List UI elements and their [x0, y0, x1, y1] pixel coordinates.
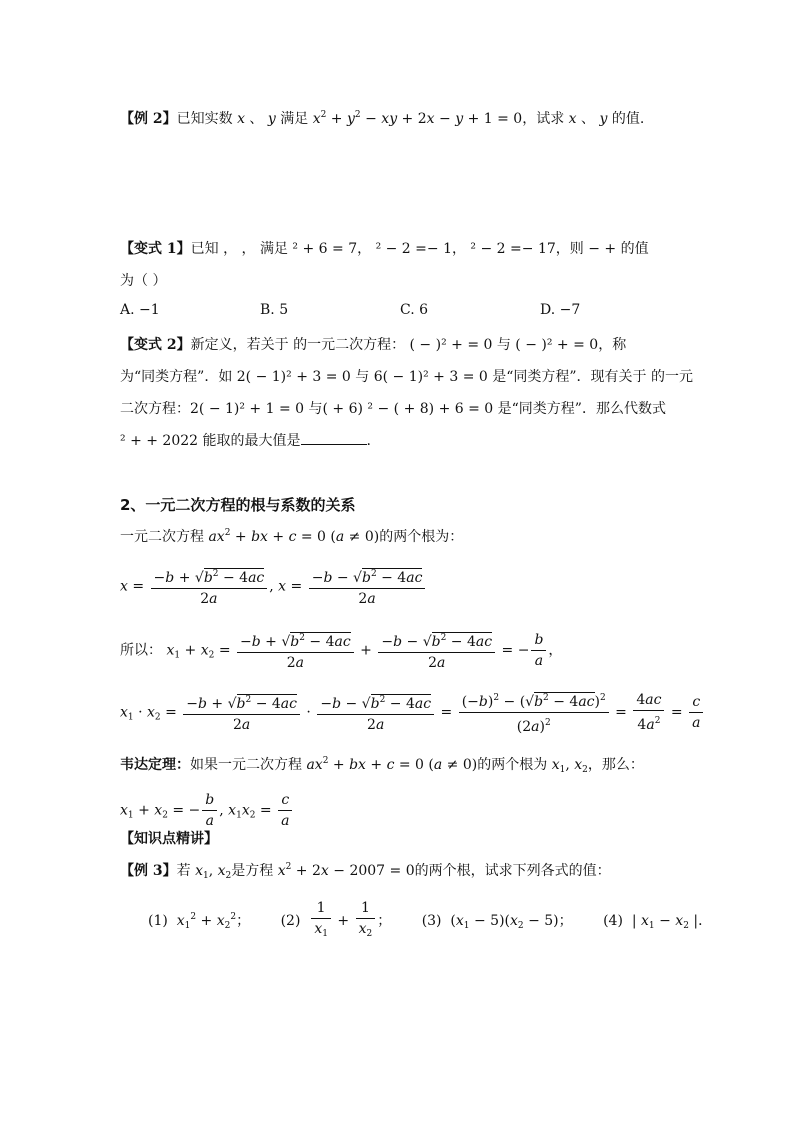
knowledge-heading: 【知识点精讲】	[120, 831, 218, 847]
item-3: (3) $(x_1 - 5)(x_2 - 5)$；	[421, 913, 573, 931]
sum-formula: 所以： $x_1 + x_2$ = $\frac{-b + √b^2 - 4ac}{2a}$ + $\frac{-b - √b^2 - 4ac}{2a}$ = − $\frac{b}{a}$ ，	[120, 628, 562, 673]
example-2: 【例 2】已知实数 x 、 y 满足 $x^2 + y^2$ − xy + 2x − y + 1 = 0，试求 x 、 y 的值.	[120, 110, 645, 127]
variant-1-label: 【变式 1】	[120, 241, 191, 257]
example-3: 【例 3】若 $x_1$, $x_2$是方程 $x^2 + 2x - 2007 = 0$的两个根，试求下列各式的值：	[120, 862, 611, 881]
example-3-label: 【例 3】	[120, 863, 177, 879]
option-d: D. −7	[540, 302, 581, 318]
section-2-title: 2、一元二次方程的根与系数的关系	[120, 496, 356, 514]
item-4: (4) | $x_1 - x_2$ |．	[603, 913, 713, 931]
variant-1-line-2: 为（ ）	[120, 273, 167, 289]
product-formula: $x_1 \cdot x_2$ = $\frac{-b + √b^2 - 4ac}{2a}$ · $\frac{-b - √b^2 - 4ac}{2a}$ = $\frac{(-b)^2 - (√b^2 - 4ac)^2}{(2a)^2}$ = $\frac{4ac}{4a^2}$ = $\frac{c}{a}$	[120, 688, 705, 737]
vieta-theorem: 韦达定理：如果一元二次方程 $ax^2$ + bx + c = 0 (a ≠ 0)的两个根为 $x_1$, $x_2$，那么：	[120, 756, 644, 775]
variant-2-line-4: ² + + 2022 能取的最大值是 .	[120, 433, 371, 449]
option-c: C. 6	[400, 302, 429, 318]
item-2: (2) $\frac{1}{x_1}$ + $\frac{1}{x_2}$ ；	[280, 900, 392, 939]
vieta-formula: $x_1 + x_2$ = − $\frac{b}{a}$ , $x_1x_2$ = $\frac{c}{a}$	[120, 790, 294, 831]
variant-2-line-3: 二次方程：2( − 1)² + 1 = 0 与( + 6) ² − ( + 8) + 6 = 0 是“同类方程”．那么代数式	[120, 401, 666, 417]
example-3-items	[148, 898, 738, 944]
item-1: (1) $x_1^2 + x_2^2$；	[148, 912, 251, 931]
answer-blank[interactable]	[301, 432, 367, 445]
example-2-label: 【例 2】	[120, 111, 177, 127]
option-a: A. −1	[120, 302, 160, 318]
vieta-label: 韦达定理：	[120, 757, 190, 773]
option-b: B. 5	[260, 302, 289, 318]
variant-1-options	[120, 302, 680, 318]
variant-2-line-1: 【变式 2】新定义，若关于 的一元二次方程： ( − )² + = 0 与 ( − )² + = 0，称	[120, 337, 627, 353]
roots-formula: x = $\frac{-b + √b^2 - 4ac}{2a}$ , x = $\frac{-b - √b^2 - 4ac}{2a}$	[120, 564, 427, 609]
variant-2-label: 【变式 2】	[120, 337, 191, 353]
variant-1-line-1: 【变式 1】已知 ， ， 满足 ² + 6 = 7， ² − 2 =− 1， ² − 2 =− 17，则 − + 的值	[120, 241, 649, 257]
variant-2-line-2: 为“同类方程”．如 2( − 1)² + 3 = 0 与 6( − 1)² + 3 = 0 是“同类方程”．现有关于 的一元	[120, 369, 693, 385]
section-2-intro: 一元二次方程 $ax^2$ + bx + c = 0 (a ≠ 0)的两个根为：	[120, 528, 464, 545]
